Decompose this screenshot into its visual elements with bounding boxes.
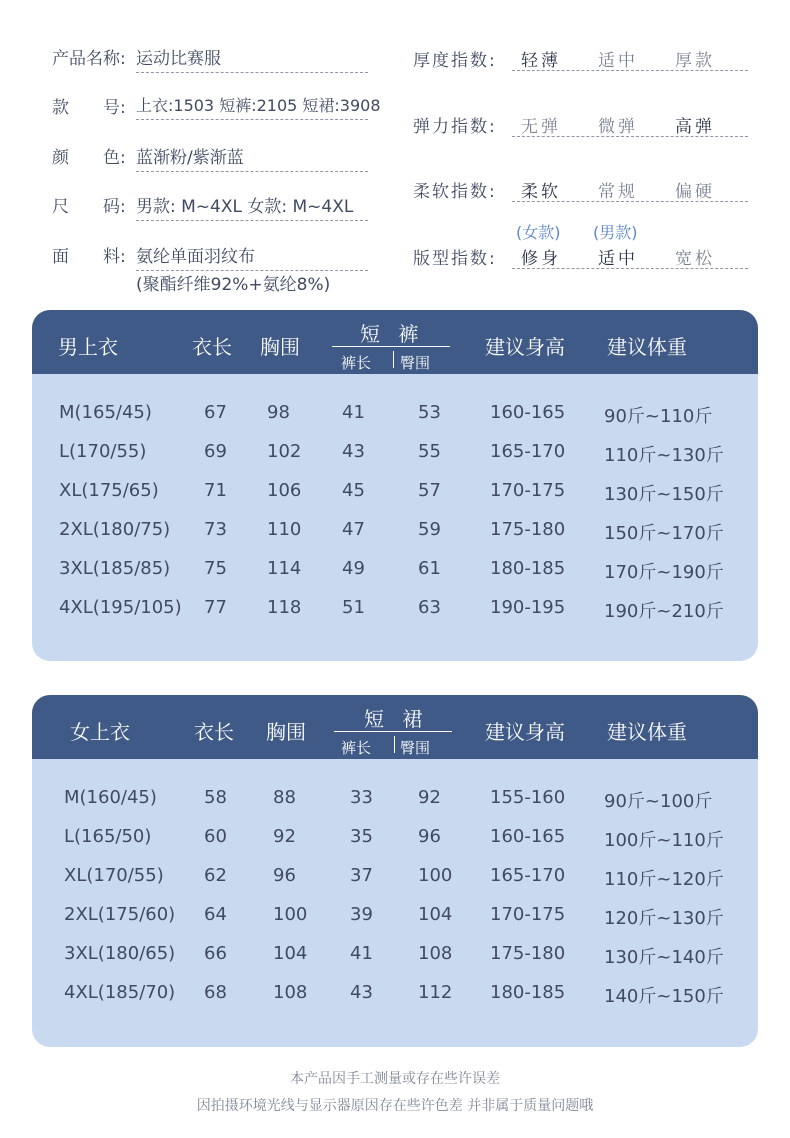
- men-cell-height: 175-180: [490, 519, 566, 540]
- men-cell-bottom-length: 49: [342, 558, 365, 579]
- men-cell-size: XL(175/65): [59, 480, 159, 501]
- men-cell-bottom-length: 45: [342, 480, 365, 501]
- men-header-divider: [332, 346, 450, 347]
- women-cell-weight: 120斤~130斤: [604, 908, 724, 929]
- elasticity-option-none: 无弹: [521, 117, 561, 137]
- women-cell-size: 2XL(175/60): [64, 904, 176, 925]
- women-cell-size: XL(170/55): [64, 865, 164, 886]
- men-col-weight: 建议体重: [607, 335, 687, 359]
- men-col-chest: 胸围: [260, 335, 300, 359]
- men-cell-chest: 102: [267, 441, 302, 462]
- women-cell-weight: 90斤~100斤: [604, 791, 713, 812]
- product-name-value: 运动比赛服: [136, 44, 368, 73]
- women-col-height: 建议身高: [485, 720, 565, 744]
- softness-index-label: 柔软指数:: [413, 182, 497, 202]
- style-number-value: 上衣:1503 短裤:2105 短裙:3908: [136, 93, 368, 120]
- fit-index-label: 版型指数:: [413, 249, 497, 269]
- men-cell-height: 180-185: [490, 558, 566, 579]
- men-cell-size: M(165/45): [59, 402, 152, 423]
- men-cell-hip: 61: [418, 558, 441, 579]
- women-cell-chest: 96: [273, 865, 296, 886]
- women-cell-length: 66: [204, 943, 227, 964]
- women-cell-hip: 104: [418, 904, 453, 925]
- footer-measurement-note: 本产品因手工测量或存在些许误差: [290, 1071, 500, 1087]
- softness-option-soft: 柔软: [521, 182, 561, 202]
- women-col-pant-length: 裤长: [341, 739, 372, 757]
- men-cell-weight: 150斤~170斤: [604, 523, 724, 544]
- men-cell-size: L(170/55): [59, 441, 147, 462]
- women-col-length: 衣长: [194, 720, 234, 744]
- men-cell-chest: 98: [267, 402, 290, 423]
- men-cell-size: 2XL(180/75): [59, 519, 171, 540]
- men-col-hip: 臀围: [400, 354, 431, 372]
- women-cell-height: 155-160: [490, 787, 566, 808]
- women-cell-size: M(160/45): [64, 787, 157, 808]
- size-value: 男款: M~4XL 女款: M~4XL: [136, 192, 368, 221]
- men-col-pant-length: 裤长: [341, 354, 372, 372]
- women-cell-bottom-length: 43: [350, 982, 373, 1003]
- women-cell-length: 68: [204, 982, 227, 1003]
- men-col-shorts-group: 短 裤: [360, 322, 425, 346]
- men-cell-height: 190-195: [490, 597, 566, 618]
- women-col-weight: 建议体重: [607, 720, 687, 744]
- women-cell-chest: 108: [273, 982, 308, 1003]
- women-cell-weight: 110斤~120斤: [604, 869, 724, 890]
- women-cell-bottom-length: 35: [350, 826, 373, 847]
- women-cell-bottom-length: 41: [350, 943, 373, 964]
- men-cell-bottom-length: 43: [342, 441, 365, 462]
- fabric-composition: (聚酯纤维92%+氨纶8%): [136, 275, 331, 295]
- women-col-chest: 胸围: [266, 720, 306, 744]
- men-cell-length: 75: [204, 558, 227, 579]
- women-cell-hip: 96: [418, 826, 441, 847]
- men-cell-chest: 114: [267, 558, 302, 579]
- men-cell-chest: 118: [267, 597, 302, 618]
- men-cell-bottom-length: 51: [342, 597, 365, 618]
- color-value: 蓝渐粉/紫渐蓝: [136, 143, 368, 172]
- men-cell-weight: 130斤~150斤: [604, 484, 724, 505]
- men-cell-hip: 59: [418, 519, 441, 540]
- fit-note-women: (女款): [516, 223, 561, 242]
- men-cell-weight: 190斤~210斤: [604, 601, 724, 622]
- fit-option-loose: 宽松: [675, 249, 715, 269]
- men-cell-weight: 110斤~130斤: [604, 445, 724, 466]
- women-cell-chest: 100: [273, 904, 308, 925]
- women-col-hip: 臀围: [400, 739, 431, 757]
- women-table-header: [32, 695, 758, 759]
- women-cell-length: 60: [204, 826, 227, 847]
- softness-underline: [512, 201, 748, 202]
- men-cell-length: 71: [204, 480, 227, 501]
- men-cell-weight: 90斤~110斤: [604, 406, 713, 427]
- men-cell-hip: 57: [418, 480, 441, 501]
- women-cell-hip: 112: [418, 982, 453, 1003]
- women-cell-height: 165-170: [490, 865, 566, 886]
- fabric-label: 面 料:: [52, 247, 126, 267]
- size-label: 尺 码:: [52, 197, 126, 217]
- women-cell-chest: 104: [273, 943, 308, 964]
- men-cell-length: 73: [204, 519, 227, 540]
- women-size-table: [32, 695, 758, 1047]
- men-cell-hip: 53: [418, 402, 441, 423]
- women-cell-bottom-length: 37: [350, 865, 373, 886]
- women-cell-weight: 130斤~140斤: [604, 947, 724, 968]
- thickness-underline: [512, 70, 748, 71]
- women-cell-hip: 92: [418, 787, 441, 808]
- men-cell-hip: 55: [418, 441, 441, 462]
- thickness-option-thick: 厚款: [675, 51, 715, 71]
- men-cell-chest: 106: [267, 480, 302, 501]
- women-cell-chest: 92: [273, 826, 296, 847]
- women-header-subdivider: [394, 736, 395, 753]
- men-cell-height: 170-175: [490, 480, 566, 501]
- men-cell-size: 3XL(185/85): [59, 558, 171, 579]
- softness-option-hard: 偏硬: [675, 182, 715, 202]
- women-cell-length: 62: [204, 865, 227, 886]
- women-header-divider: [334, 731, 452, 732]
- color-label: 颜 色:: [52, 148, 126, 168]
- fit-underline: [512, 268, 748, 269]
- thickness-index-label: 厚度指数:: [413, 51, 497, 71]
- men-cell-weight: 170斤~190斤: [604, 562, 724, 583]
- elasticity-option-slight: 微弹: [598, 117, 638, 137]
- footer-color-note: 因拍摄环境光线与显示器原因存在些许色差 并非属于质量问题哦: [196, 1098, 594, 1114]
- women-cell-height: 170-175: [490, 904, 566, 925]
- men-cell-hip: 63: [418, 597, 441, 618]
- men-cell-bottom-length: 41: [342, 402, 365, 423]
- women-cell-size: L(165/50): [64, 826, 152, 847]
- men-col-height: 建议身高: [485, 335, 565, 359]
- men-cell-height: 160-165: [490, 402, 566, 423]
- thickness-option-thin: 轻薄: [521, 51, 561, 71]
- women-cell-length: 58: [204, 787, 227, 808]
- men-size-table: [32, 310, 758, 661]
- men-cell-chest: 110: [267, 519, 302, 540]
- women-cell-size: 3XL(180/65): [64, 943, 176, 964]
- women-cell-bottom-length: 33: [350, 787, 373, 808]
- women-cell-weight: 140斤~150斤: [604, 986, 724, 1007]
- elasticity-index-label: 弹力指数:: [413, 117, 497, 137]
- fit-note-men: (男款): [593, 223, 638, 242]
- women-cell-length: 64: [204, 904, 227, 925]
- thickness-option-medium: 适中: [598, 51, 638, 71]
- men-cell-length: 67: [204, 402, 227, 423]
- softness-option-normal: 常规: [598, 182, 638, 202]
- men-table-title: 男上衣: [58, 335, 118, 359]
- women-cell-hip: 100: [418, 865, 453, 886]
- women-cell-chest: 88: [273, 787, 296, 808]
- women-cell-bottom-length: 39: [350, 904, 373, 925]
- product-name-label: 产品名称:: [52, 49, 126, 69]
- women-cell-height: 175-180: [490, 943, 566, 964]
- men-header-subdivider: [393, 351, 394, 368]
- women-table-title: 女上衣: [70, 720, 130, 744]
- women-cell-height: 160-165: [490, 826, 566, 847]
- men-table-header: [32, 310, 758, 374]
- men-cell-size: 4XL(195/105): [59, 597, 182, 618]
- women-cell-height: 180-185: [490, 982, 566, 1003]
- men-cell-bottom-length: 47: [342, 519, 365, 540]
- fit-option-slim: 修身: [521, 249, 561, 269]
- elasticity-underline: [512, 136, 748, 137]
- men-cell-length: 77: [204, 597, 227, 618]
- women-cell-weight: 100斤~110斤: [604, 830, 724, 851]
- fit-option-regular: 适中: [598, 249, 638, 269]
- men-cell-length: 69: [204, 441, 227, 462]
- women-col-skirt-group: 短 裙: [364, 707, 429, 731]
- men-col-length: 衣长: [192, 335, 232, 359]
- elasticity-option-high: 高弹: [675, 117, 715, 137]
- fabric-value: 氨纶单面羽纹布: [136, 242, 368, 271]
- style-number-label: 款 号:: [52, 98, 126, 118]
- men-cell-height: 165-170: [490, 441, 566, 462]
- women-cell-size: 4XL(185/70): [64, 982, 176, 1003]
- women-cell-hip: 108: [418, 943, 453, 964]
